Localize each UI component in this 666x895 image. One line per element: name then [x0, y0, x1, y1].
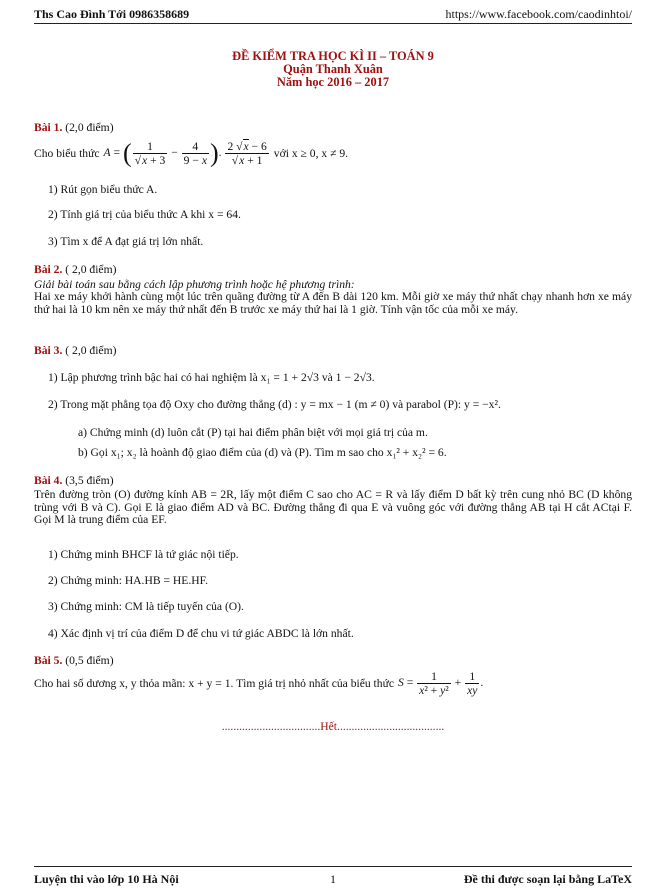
bai1-item-3: 3) Tìm x để A đạt giá trị lớn nhất. [48, 235, 204, 248]
bai1-condition: với x ≥ 0, x ≠ 9. [273, 146, 349, 160]
bai3-points: ( 2,0 điểm) [65, 344, 117, 357]
exam-title [0, 50, 666, 89]
bai4-item-2: 2) Chứng minh: HA.HB = HE.HF. [48, 574, 209, 587]
bai2-points: ( 2,0 điểm) [65, 263, 117, 276]
bai3-sub-b: b) Gọi x₁; x₂ là hoành độ giao điểm của (d) và (P). Tìm m sao cho x₁² + x₂² = 6. [78, 446, 447, 459]
bai3-item-2: 2) Trong mặt phẳng tọa độ Oxy cho đường thẳng (d) : y = mx − 1 (m ≠ 0) và parabol (P): y = −x². [48, 398, 501, 411]
bai2-heading [34, 263, 632, 276]
bai5-line [34, 666, 632, 700]
bai2-text: Hai xe máy khởi hành cùng một lúc trên quãng đường từ A đến B dài 120 km. Mỗi giờ xe máy thứ nhất chạy nhanh hơn xe máy thứ hai là 10 km nên xe máy thứ nhất đến B trước xe máy thứ hai là 1 giờ. Tính vận tốc của mỗi xe máy. [34, 290, 632, 316]
bai4-text: Trên đường tròn (O) đường kính AB = 2R, lấy một điểm C sao cho AC = R và lấy điểm D bất kỳ trên cung nhỏ BC (D không trùng với B và C). Gọi E là giao điểm AD và BC. Đường thẳng đi qua E và vuông góc với đường thẳng AB tại H cắt ACtại F. Gọi M là trung điểm của EF. [34, 488, 632, 526]
bai3-sub-a: a) Chứng minh (d) luôn cắt (P) tại hai điểm phân biệt với mọi giá trị của m. [78, 426, 428, 439]
page-footer [34, 872, 632, 890]
bai1-formula: A = ( $\frac{1}{√x + 3}$ − $\frac{4}{9 - x}$ ). $\frac{2 √x - 6}{√x + 1}$ [103, 138, 267, 167]
bai4-points: (3,5 điểm) [65, 474, 114, 487]
bai4-item-1: 1) Chứng minh BHCF là tứ giác nội tiếp. [48, 548, 239, 561]
bai1-expression [34, 136, 632, 170]
bai1-label: Bài 1. [34, 121, 63, 134]
footer-right: Đề thi được soạn lại bằng LaTeX [463, 872, 632, 886]
bai4-item-3: 3) Chứng minh: CM là tiếp tuyến của (O). [48, 600, 244, 613]
footer-left: Luyện thi vào lớp 10 Hà Nội [34, 872, 179, 886]
title-line-3: Năm học 2016 – 2017 [276, 75, 390, 89]
bai1-intro: Cho biểu thức [34, 146, 100, 160]
end-marker: ..................................Hết..................................... [221, 720, 445, 733]
bai3-label: Bài 3. [34, 344, 63, 357]
title-line-1: ĐỀ KIỂM TRA HỌC KÌ II – TOÁN 9 [232, 49, 434, 63]
bai3-item-1: 1) Lập phương trình bậc hai có hai nghiệm là x₁ = 1 + 2√3 và 1 − 2√3. [48, 371, 375, 384]
bai5-points: (0,5 điểm) [65, 654, 114, 667]
header-author: Ths Cao Đình Tới 0986358689 [34, 7, 190, 21]
bai1-points: (2,0 điểm) [65, 121, 114, 134]
bai3-heading [34, 344, 632, 357]
bai5-formula: S = $\frac{1}{\text{x² + y²}}$ + $\frac{1}{xy}$ . [398, 669, 484, 697]
header-rule [34, 23, 632, 24]
bai5-text: Cho hai số dương x, y thỏa mãn: x + y = 1. Tìm giá trị nhỏ nhất của biểu thức [34, 676, 395, 690]
bai4-label: Bài 4. [34, 474, 63, 487]
page-number: 1 [330, 872, 336, 886]
bai4-item-4: 4) Xác định vị trí của điểm D để chu vi tứ giác ABDC là lớn nhất. [48, 627, 354, 640]
bai1-item-1: 1) Rút gọn biểu thức A. [48, 183, 158, 196]
bai1-heading [34, 121, 632, 134]
footer-rule [34, 866, 632, 867]
bai4-heading [34, 474, 632, 487]
bai2-label: Bài 2. [34, 263, 63, 276]
bai5-label: Bài 5. [34, 654, 63, 667]
bai1-item-2: 2) Tính giá trị của biểu thức A khi x = 64. [48, 208, 241, 221]
header-url[interactable]: https://www.facebook.com/caodinhtoi/ [445, 7, 632, 21]
title-line-2: Quận Thanh Xuân [283, 62, 383, 76]
bai2-intro: Giải bài toán sau bằng cách lập phương trình hoặc hệ phương trình: [34, 278, 355, 291]
